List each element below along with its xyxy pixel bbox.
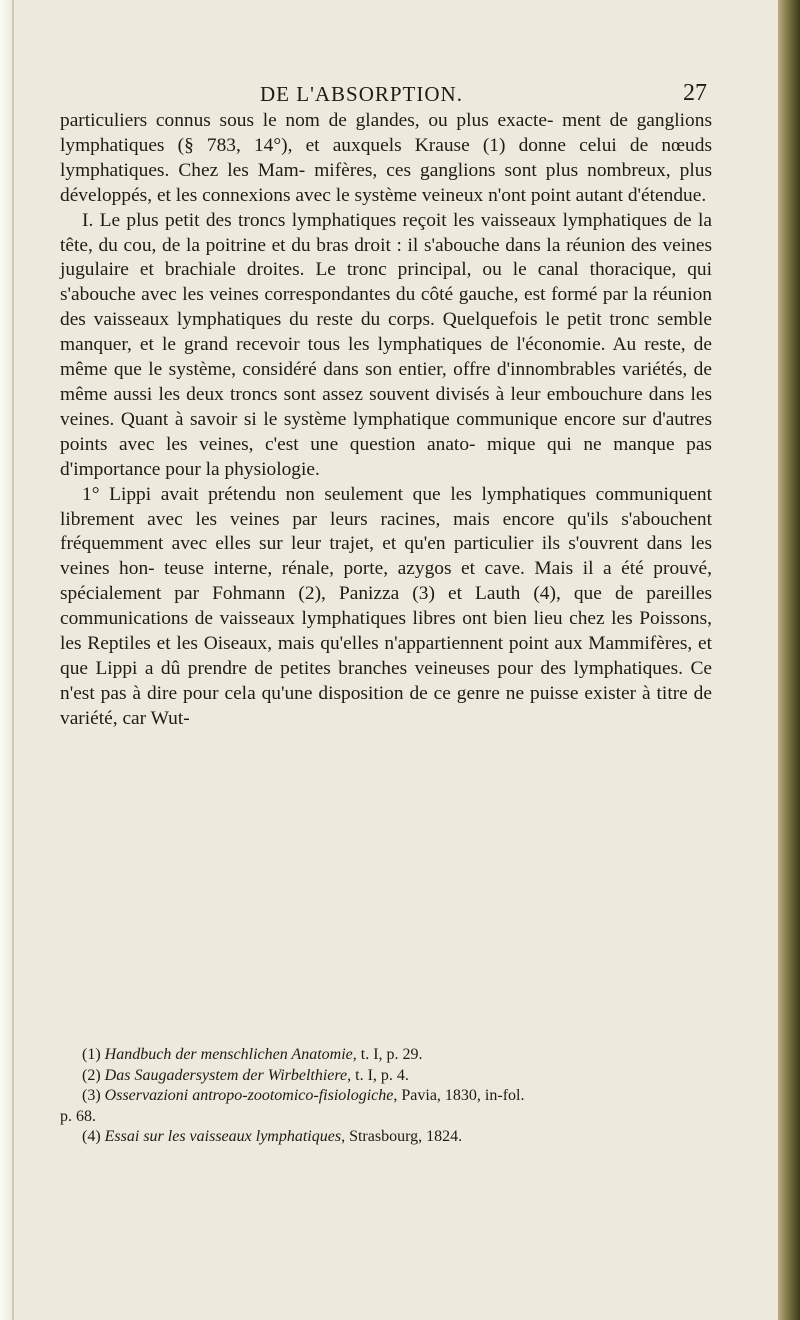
- text-line: lymphatiques de la tête, du cou, de la poitrine et du bras: [60, 209, 712, 256]
- footnote: [60, 1086, 712, 1107]
- paragraph: [60, 209, 712, 483]
- text-line: teuse interne, rénale, porte, azygos et cave. Mais il a été prouvé,: [164, 558, 712, 580]
- book-spine-line: [12, 0, 14, 1320]
- text-line: lymphatiques. Ce n'est pas à dire pour cela qu'une disposition: [60, 657, 712, 704]
- text-line: I. Le plus petit des troncs lymphatiques reçoit les vaisseaux: [82, 209, 563, 231]
- text-line: de même que le système, considéré dans son entier, offre: [60, 334, 712, 381]
- text-line: d'innombrables variétés, de même aussi les deux troncs sont: [60, 359, 712, 405]
- text-line: assez souvent divisés à leur embouchure dans les veines.: [60, 383, 713, 430]
- footnote: [60, 1045, 712, 1066]
- footnote: [60, 1127, 712, 1148]
- text-line: mais qu'elles n'appartiennent point aux Mammifères, et que: [60, 633, 712, 679]
- footnote: [60, 1066, 712, 1087]
- paragraph: [60, 483, 712, 732]
- footnote-title: Handbuch der menschlichen Anatomie: [104, 1046, 353, 1063]
- footnote-details: , t. I, p. 4.: [347, 1066, 409, 1084]
- text-line: d'étendue.: [627, 184, 707, 206]
- page-number: 27: [683, 80, 707, 106]
- text-line: est formé par la réunion des vaisseaux lymphatiques du reste: [60, 284, 712, 331]
- footnote-title: Osservazioni antropo-zootomico-fisiologiche: [104, 1087, 394, 1104]
- footnote-marker: (1): [82, 1046, 105, 1063]
- text-line: Krause (1) donne celui de nœuds lymphatiques. Chez les Mam-: [60, 134, 712, 181]
- text-line: mique qui ne manque pas d'importance pour la physiologie.: [60, 433, 712, 480]
- footnote-details: , Strasbourg, 1824.: [341, 1128, 463, 1145]
- text-line: 1° Lippi avait prétendu non seulement que les lymphatiques: [82, 483, 596, 505]
- text-line: mifères, ces ganglions sont plus nombreux, plus développés,: [60, 159, 712, 206]
- text-line: Quant à savoir si le système lymphatique communique encore: [120, 408, 623, 430]
- text-line: particuliers connus sous le nom de glandes, ou plus exacte-: [60, 110, 554, 131]
- footnotes: [60, 1045, 712, 1148]
- text-line: Lippi a dû prendre de petites branches veineuses pour des: [95, 657, 574, 679]
- text-line: mais encore qu'ils s'abouchent fréquemment avec elles sur: [60, 508, 712, 555]
- footnote-details: , t. I, p. 29.: [352, 1046, 423, 1063]
- footnote-marker: (3): [82, 1087, 105, 1104]
- text-line: leur trajet, et qu'en particulier ils s'ouvrent dans les veines hon-: [60, 533, 713, 580]
- text-line: droit : il s'abouche dans la réunion des veines jugulaire et: [60, 234, 712, 281]
- running-title: DE L'ABSORPTION.: [260, 82, 463, 106]
- text-line: et les connexions avec le système veineux n'ont point autant: [156, 184, 628, 206]
- text-line: sur d'autres points avec les veines, c'est une question anato-: [60, 408, 712, 455]
- text-line: grand recevoir tous les lymphatiques de l'économie. Au reste,: [183, 334, 694, 356]
- page-edge-right: [778, 0, 800, 1320]
- footnote-continuation: p. 68.: [60, 1107, 96, 1125]
- text-line: ont bien lieu chez les Poissons, les Reptiles et les Oiseaux,: [60, 608, 712, 655]
- text-line: ment de ganglions lymphatiques (§ 783, 14°), et auxquels: [60, 110, 712, 156]
- text-line: qui s'abouche avec les veines correspondantes du côté gauche,: [60, 259, 712, 306]
- text-line: brachiale droites. Le tronc principal, ou le canal thoracique,: [164, 259, 688, 281]
- page-header: [0, 80, 800, 110]
- text-line: de pareilles communications de vaisseaux lymphatiques libres: [60, 583, 712, 630]
- paragraph: [60, 109, 712, 209]
- footnote-title: Essai sur les vaisseaux lymphatiques: [104, 1128, 342, 1145]
- text-line: spécialement par Fohmann (2), Panizza (3) et Lauth (4), que: [60, 583, 615, 605]
- text-line: communiquent librement avec les veines par leurs racines,: [60, 483, 712, 530]
- text-line: de ce genre ne puisse exister à titre de variété, car Wut-: [60, 682, 712, 729]
- footnote-marker: (4): [82, 1128, 105, 1145]
- footnote-title: Das Saugadersystem der Wirbelthiere: [104, 1066, 348, 1084]
- text-line: du corps. Quelquefois le petit tronc semble manquer, et le: [60, 309, 712, 356]
- footnote-marker: (2): [82, 1066, 105, 1084]
- footnote-details: , Pavia, 1830, in-fol.: [393, 1087, 525, 1104]
- body-text: [60, 109, 712, 732]
